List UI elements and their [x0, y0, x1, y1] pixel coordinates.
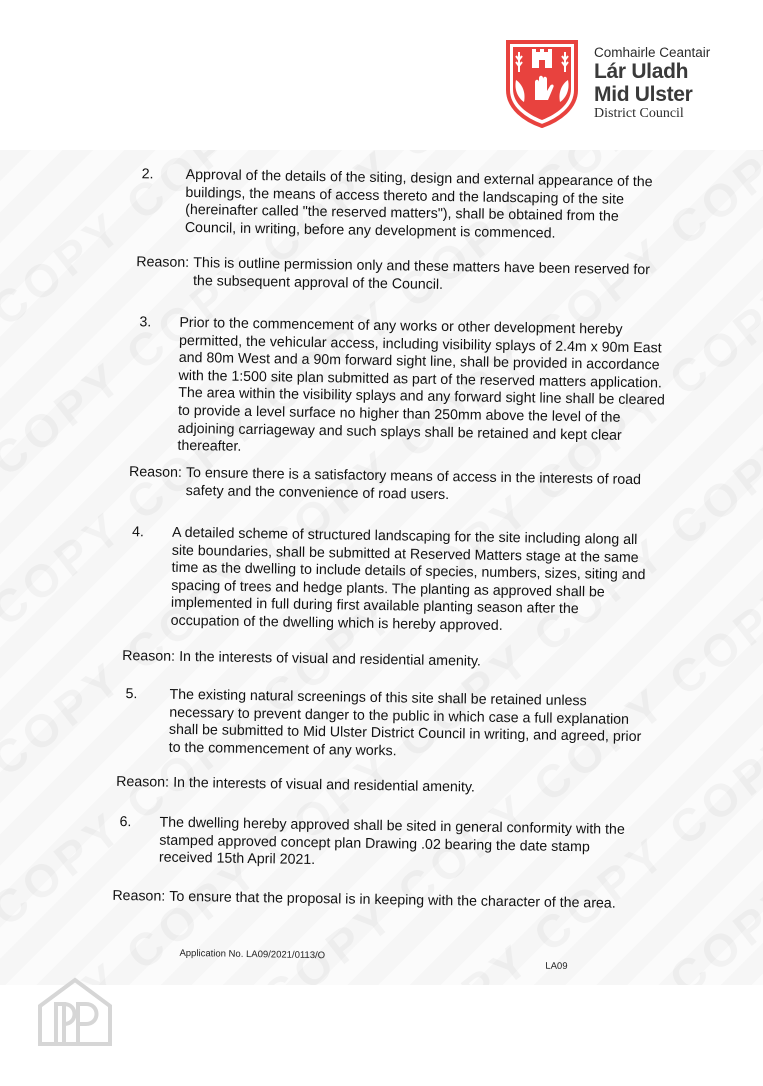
council-type-label: District Council — [594, 106, 684, 121]
reason-label: Reason: — [112, 887, 166, 905]
reason-label: Reason: — [136, 254, 190, 271]
condition-number: 4. — [131, 524, 145, 541]
condition-text: The dwelling hereby approved shall be sited in general conformity with the stamped approved concept plan Drawing .02 bearing the date stamp received 15th April 2021. — [158, 814, 625, 869]
reason-text: To ensure that the proposal is in keeping with the character of the area. — [169, 888, 616, 912]
condition-text: The existing natural screenings of this site shall be retained unless necessary to prevent danger to the public in which case a full explanation shall be submitted to Mid Ulster District Council in writing, and agreed, prior to the commencement of any works. — [168, 686, 642, 760]
property-logo-icon — [34, 976, 116, 1048]
condition-number: 3. — [139, 314, 152, 331]
reason-text: This is outline permission only and these matters have been reserved for the subsequent approval of the Council. — [192, 255, 651, 293]
condition-text: A detailed scheme of structured landscaping for the site including along all site boundaries, shall be submitted at Reserved Matters stage at the same time as the dwelling to include details of species, numbers, sizes, siting and spacing of trees and hedge plants. The planting as approved shall be implemented in full during first available planting season after the occupation of the dwelling which is hereby approved. — [170, 524, 646, 634]
council-english-name: Mid Ulster — [594, 83, 693, 106]
footer-ref: LA09 — [545, 960, 568, 972]
reason-label: Reason: — [128, 464, 182, 481]
application-number: Application No. LA09/2021/0113/O — [179, 947, 326, 962]
condition-number: 5. — [125, 686, 138, 703]
reason-text: To ensure there is a satisfactory means of access in the interests of road safety and the convenience of road users. — [185, 464, 642, 503]
reason-label: Reason: — [116, 773, 170, 791]
council-irish-name: Lár Uladh — [594, 60, 689, 83]
condition-text: Prior to the commencement of any works or other development hereby permitted, the vehicular access, including visibility splays of 2.4m x 90m East and 80m West and a 90m forward sight line, shall be provided in accordance with the 1:500 site plan submitted as part of the reserved matters application. The area within the visibility splays and any forward sight line shall be cleared to provide a level surface no higher than 250mm above the level of the adjoining carriageway and such splays shall be retained and kept clear thereafter. — [177, 314, 665, 455]
reason-text: In the interests of visual and residential amenity. — [173, 774, 476, 796]
condition-number: 2. — [141, 166, 154, 183]
reason-text: In the interests of visual and residential amenity. — [179, 648, 482, 670]
reason-label: Reason: — [122, 647, 176, 665]
council-irish-label: Comhairle Ceantair — [594, 45, 711, 60]
condition-text: Approval of the details of the siting, design and external appearance of the buildings, the means of access thereto and the landscaping of the site (hereinafter called "the reserved matters"), shall be obtained from the Council, in writing, before any development is commenced. — [184, 166, 653, 242]
condition-number: 6. — [119, 813, 132, 831]
